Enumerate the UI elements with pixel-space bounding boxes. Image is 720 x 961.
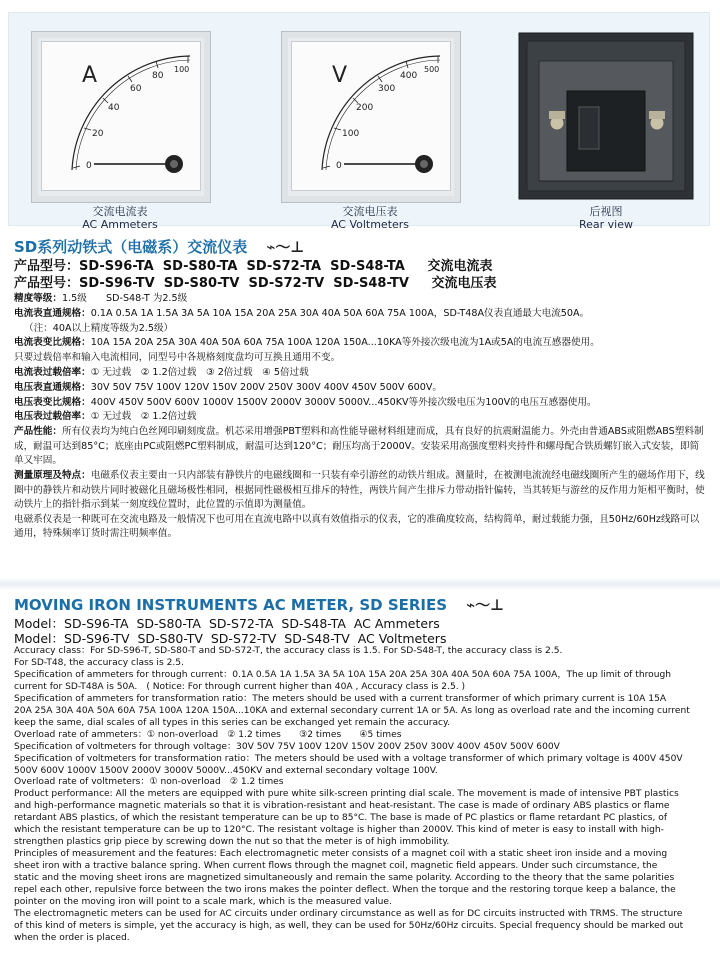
rear-view-caption [517,205,695,231]
en-text-line: 500V 600V 1000V 1500V 2000V 3000V 5000V...450KV and external secondary voltage 100V. [14,765,438,776]
en-text-line: sheet iron with a tractive balance spring. When current flows through the magnet coil, magnetic field appears. Under such circumstance, the [14,861,658,872]
ammeter-caption-en: AC Ammeters [82,218,158,231]
cn-overload-ammeter: 电流表过载倍率：① 无过载 ② 1.2倍过载 ③ 2倍过载 ④ 5倍过载 [14,366,309,378]
en-text-line: which the resistant temperature can be up to 120°C. The resistant voltage is higher than 2000V. This kind of meter is easy to install with high- [14,825,664,836]
ammeter-photo [31,31,209,201]
ammeter-tick-60: 60 [130,84,142,94]
rear-view-caption-en: Rear view [578,218,633,231]
ammeter-tick-0: 0 [86,161,92,171]
ammeter-tick-20: 20 [92,129,104,139]
cn-direct-ammeter-note: （注：40A以上精度等级为2.5级） [24,322,174,334]
voltmeter-caption-cn: 交流电压表 [342,205,398,218]
en-text-line: Overload rate of ammeters：① non-overload ② 1.2 times ③2 times ④5 times [14,729,402,740]
en-text-line: keep the same, dial scales of all types in this series can be exchanged yet remain the accuracy. [14,717,450,728]
voltmeter-caption-en: AC Voltmeters [330,218,410,231]
voltmeter-dial-graphic [292,42,450,190]
ammeter-dial-graphic [42,42,200,190]
photo-band [0,0,720,230]
rear-view-graphic [517,31,695,201]
cn-ct-ammeter-note: 只要过载倍率和输入电流相同，同型号中各规格刻度盘均可互换且通用不变。 [14,352,341,364]
en-text-line: when the order is placed. [14,932,130,943]
voltmeter-tick-400: 400 [400,71,418,81]
cn-section [14,236,714,542]
ammeter-letter: A [82,63,98,88]
en-text-line: retardant ABS plastics, of which the resistant temperature can be up to 85°C. The base is made of PC plastics or flame retardant PC plastics, of [14,813,668,824]
en-text-line: Specification of voltmeters for through voltage：30V 50V 75V 100V 120V 150V 200V 250V 300V 400V 450V 500V 600V [14,741,560,752]
voltmeter-letter: V [332,63,348,88]
voltmeter-tick-100: 100 [342,129,360,139]
cn-direct-ammeter: 电流表直通规格：0.1A 0.5A 1A 1.5A 3A 5A 10A 15A 20A 25A 30A 40A 50A 60A 75A 100A，SD-T48A仪表直通最大电流50A。 [14,307,590,319]
en-text-line: For SD-T48, the accuracy class is 2.5. [14,657,184,668]
en-text-line: strengthen plastics grip piece by screwing down the nut so that the meter is of high immobility. [14,837,450,848]
cn-models-voltmeter: 产品型号：SD-S96-TV SD-S80-TV SD-S72-TV SD-S48-TV 交流电压表 [14,276,497,291]
cn-direct-voltmeter: 电压表直通规格：30V 50V 75V 100V 120V 150V 200V 250V 300V 400V 450V 500V 600V。 [14,381,442,393]
voltmeter-photo [281,31,459,201]
en-text-line: Specification of ammeters for through current：0.1A 0.5A 1A 1.5A 3A 5A 10A 15A 20A 25A 30A 40A 50A 60A 75A 100A，The up limit of through [14,669,672,680]
ammeter-caption-cn: 交流电流表 [92,205,148,218]
cn-title: SD系列动铁式（电磁系）交流仪表 [14,238,248,256]
en-title: MOVING IRON INSTRUMENTS AC METER, SD SERIES [14,596,448,614]
en-text-line: 20A 25A 30A 40A 50A 60A 75A 100A 120A 150A...10KA and external secondary current 1A or 5A. As long as overload rate and the incoming current [14,705,690,716]
cn-overload-voltmeter: 电压表过载倍率：① 无过载 ② 1.2倍过载 [14,411,197,423]
en-models-voltmeter: Model：SD-S96-TV SD-S80-TV SD-S72-TV SD-S48-TV AC Voltmeters [14,631,447,646]
cn-summary: 电磁系仪表是一种既可在交流电路及一般情况下也可用在直流电路中以真有效值指示的仪表，它的准确度较高，结构简单，耐过载能力强，且50Hz/60Hz线路可以通用，特殊频率订货时需注明频率值。 [14,513,700,540]
en-text-line: static and the moving sheet irons are magnetized simultaneously and remain the same polarity. According to the theory that the same polarities [14,873,675,884]
en-models-ammeter: Model：SD-S96-TA SD-S80-TA SD-S72-TA SD-S48-TA AC Ammeters [14,616,440,631]
en-text-line: pointer on the moving iron will point to a scale mark, which is the measured value. [14,897,392,908]
en-text-line: current for SD-T48A is 50A. ( Notice: For through current higher than 40A , Accuracy class is 2.5. ) [14,681,466,692]
rear-view-caption-cn: 后视图 [589,205,623,218]
ammeter-tick-100: 100 [174,65,190,74]
en-text-line: Product performance: All the meters are equipped with pure white silk-screen printing dial scale. The movement is made of intensive PBT plastics [14,789,679,800]
voltmeter-tick-500: 500 [424,65,440,74]
voltmeter-tick-300: 300 [378,84,396,94]
section-divider [0,578,720,590]
instrument-symbols: ⌁～⊥ [266,238,305,256]
en-text-line: and high-performance magnetic materials so that it is vibration-resistant and heat-resistant. The case is made of ordinary ABS plastics or flame [14,801,670,812]
photo-panel [8,12,710,231]
en-text-line: Principles of measurement and the features: Each electromagnetic meter consists of a magnet coil with a static sheet iron inside and a moving [14,849,668,860]
en-text-line: repel each other, repulsive force between the two irons makes the pointer deflect. When the torque and the restoring torque keep a balance, the [14,885,676,896]
en-text-line: Accuracy class：For SD-S96-T, SD-S80-T and SD-S72-T, the accuracy class is 1.5. For SD-S48-T, the accuracy class is 2.5. [14,646,563,656]
en-body [14,646,714,945]
en-section [14,594,714,945]
voltmeter-caption [281,205,459,231]
cn-principle: 测量原理及特点：电磁系仪表主要由一只内部装有静铁片的电磁线圈和一只装有牵引游丝的动铁片组成。测量时，在被测电流流经电磁线圈所产生的磁场作用下，线圈中的静铁片和动铁片同时被磁化且磁场极性相同，根据同性磁极相互排斥的特性，两铁片间产生排斥力带动指针偏转，当其转矩与游丝的反作用力矩相平衡时，使动铁片上的指针指示到某一刻度线位置时，此位置的示值即为测量值。 [14,469,705,511]
en-text-line: The electromagnetic meters can be used for AC circuits under ordinary circumstance as well as for DC circuits instructed with TRMS. The structure [14,908,683,919]
cn-ct-ammeter: 电流表变比规格：10A 15A 20A 25A 30A 40A 50A 60A 75A 100A 120A 150A...10KA等外接次级电流为1A或5A的电流互感器使用。 [14,337,600,349]
voltmeter-tick-0: 0 [336,161,342,171]
ammeter-tick-40: 40 [108,103,120,113]
cn-performance: 产品性能：所有仪表均为纯白色丝网印刷刻度盘。机芯采用增强PBT塑料和高性能导磁材料组建而成，具有良好的抗震耐温能力。外壳由普通ABS或阻燃ABS塑料制成，耐温可达到85°C；底座由PC或阻燃PC塑料制成，耐温可达到120°C；耐压均高于2000V。安装采用高强度塑料夹持件和螺母配合铁质螺钉嵌入式安装，即简单又牢固。 [14,426,704,467]
cn-accuracy: 精度等级：1.5级 SD-S48-T 为2.5级 [14,293,188,304]
ammeter-tick-80: 80 [152,71,164,81]
cn-pt-voltmeter: 电压表变比规格：400V 450V 500V 600V 1000V 1500V 2000V 3000V 5000V...450KV等外接次级电压为100V的电压互感器使用。 [14,396,597,408]
rear-view-photo [517,31,695,201]
en-text-line: Specification of voltmeters for transformation ratio：The meters should be used with a voltage transformer of which primary voltage is 400V 450V [14,753,683,764]
ammeter-caption [31,205,209,231]
cn-models-ammeter: 产品型号：SD-S96-TA SD-S80-TA SD-S72-TA SD-S48-TA 交流电流表 [14,259,493,274]
en-instrument-symbols: ⌁～⊥ [466,596,504,614]
en-text-line: of this kind of meters is simple, yet the accuracy is high, as well, they can be used for 50Hz/60Hz circuits. Special frequency should be marked out [14,920,684,931]
en-text-line: Overload rate of voltmeters：① non-overload ② 1.2 times [14,777,284,788]
voltmeter-tick-200: 200 [356,103,374,113]
en-text-line: Specification of ammeters for transformation ratio：The meters should be used with a current transformer of which primary current is 10A 15A [14,693,667,704]
